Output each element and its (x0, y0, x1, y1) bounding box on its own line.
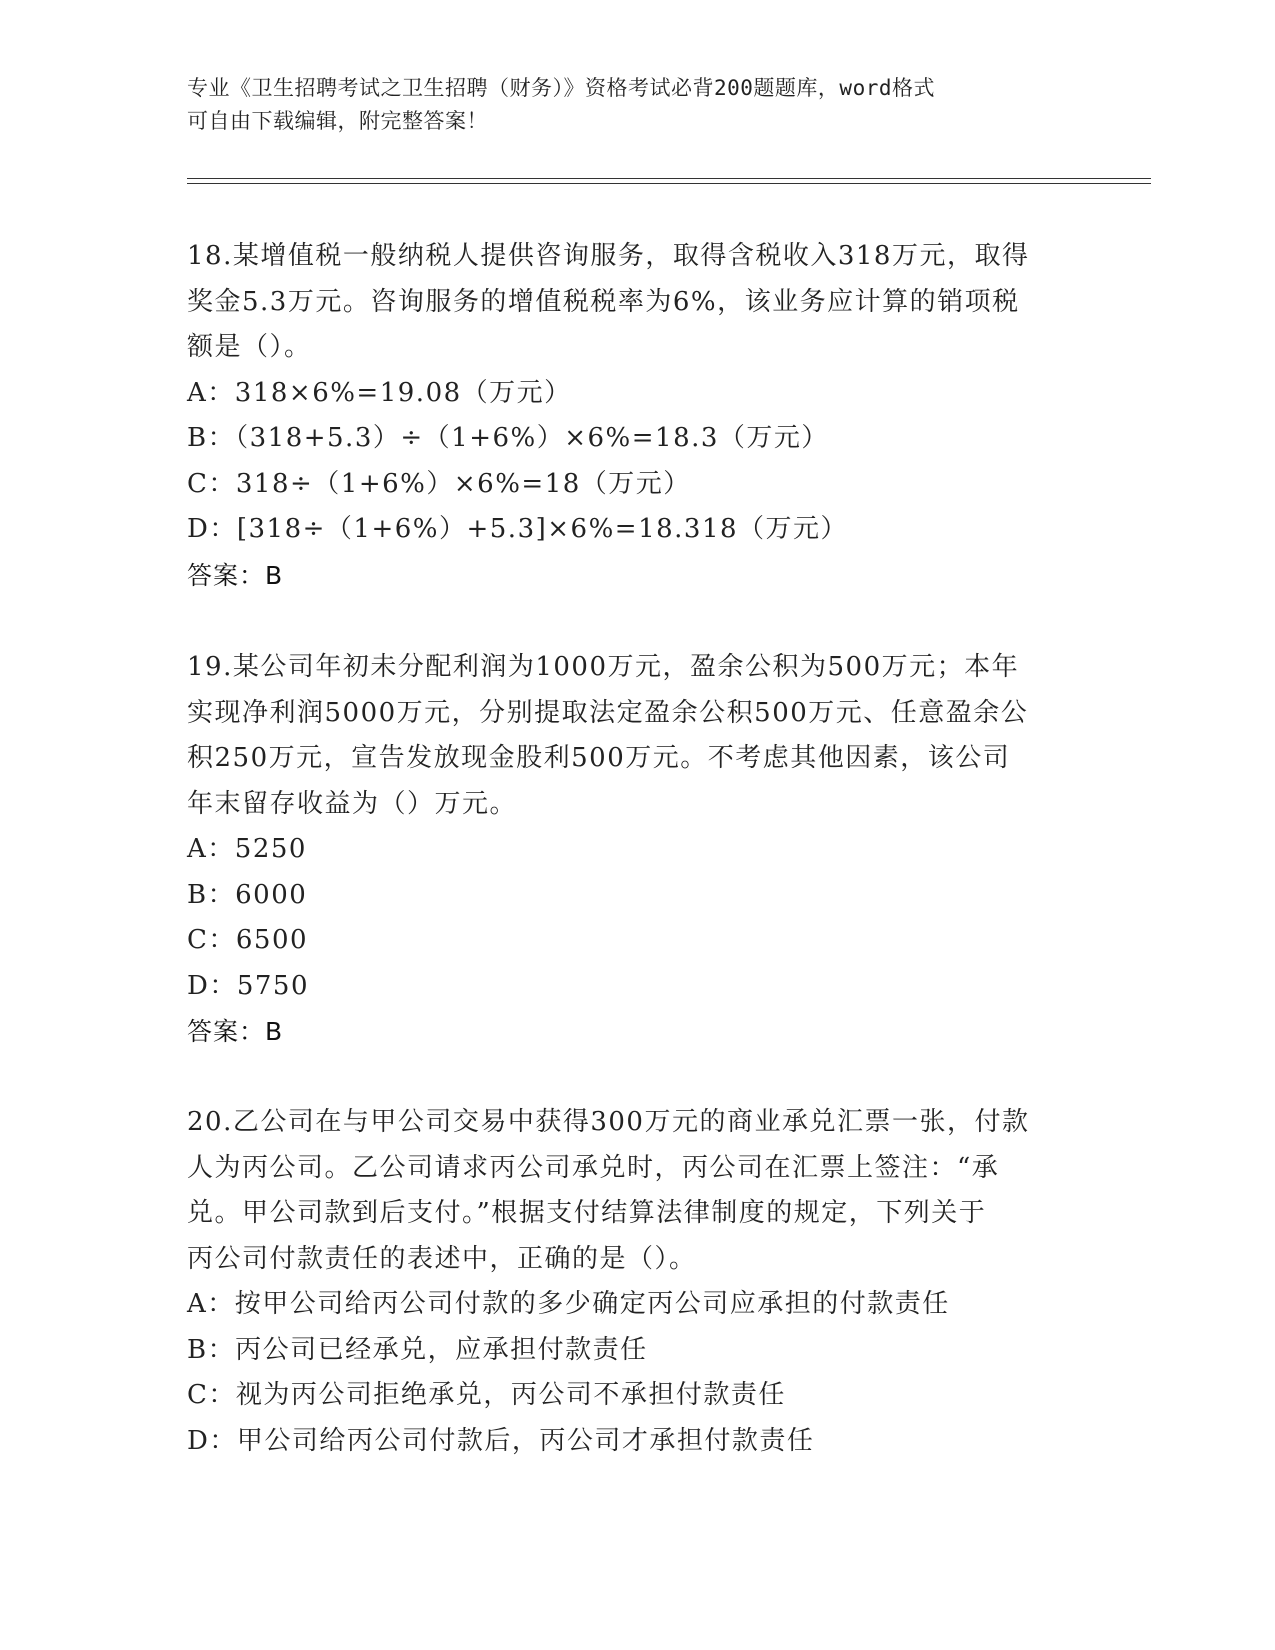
option-d: D：甲公司给丙公司付款后，丙公司才承担付款责任 (187, 1425, 815, 1456)
answer-label: 答案：B (187, 560, 284, 590)
question-stem: 丙公司付款责任的表述中，正确的是（）。 (187, 1243, 697, 1274)
question-stem: 奖金5.3万元。咨询服务的增值税税率为6%，该业务应计算的销项税 (187, 286, 1020, 317)
question-stem: 18.某增值税一般纳税人提供咨询服务，取得含税收入318万元，取得 (187, 241, 1030, 271)
option-d: D：5750 (187, 970, 310, 1001)
option-a: A：318×6%=19.08（万元） (187, 377, 572, 408)
header-divider (187, 178, 1151, 179)
option-a: A：按甲公司给丙公司付款的多少确定丙公司应承担的付款责任 (187, 1289, 950, 1319)
option-a: A：5250 (187, 834, 307, 864)
answer-label: 答案：B (187, 1017, 284, 1046)
header-line: 可自由下载编辑，附完整答案！ (187, 109, 488, 133)
option-c: C：6500 (187, 925, 309, 955)
question-20 (187, 1100, 1087, 1464)
option-b: B：丙公司已经承兑，应承担付款责任 (187, 1334, 648, 1365)
header-line: 专业《卫生招聘考试之卫生招聘（财务）》资格考试必背200题题库，word格式 (187, 76, 935, 100)
question-18 (187, 234, 1087, 598)
document-header (187, 72, 1067, 138)
option-d: D：[318÷（1+6%）+5.3]×6%=18.318（万元） (187, 514, 849, 544)
question-stem: 19.某公司年初未分配利润为1000万元，盈余公积为500万元；本年 (187, 652, 1020, 682)
question-stem: 20.乙公司在与甲公司交易中获得300万元的商业承兑汇票一张，付款 (187, 1107, 1030, 1137)
option-b: B：6000 (187, 879, 308, 910)
question-stem: 额是（）。 (187, 332, 312, 362)
question-stem: 兑。甲公司款到后支付。”根据支付结算法律制度的规定，下列关于 (187, 1198, 987, 1228)
question-stem: 实现净利润5000万元，分别提取法定盈余公积500万元、任意盈余公 (187, 697, 1029, 728)
option-c: C：318÷（1+6%）×6%=18（万元） (187, 468, 691, 499)
question-stem: 积250万元，宣告发放现金股利500万元。不考虑其他因素，该公司 (187, 743, 1011, 773)
question-stem: 年末留存收益为（）万元。 (187, 788, 518, 819)
header-divider (187, 183, 1151, 184)
option-c: C：视为丙公司拒绝承兑，丙公司不承担付款责任 (187, 1380, 786, 1410)
option-b: B：（318+5.3）÷（1+6%）×6%=18.3（万元） (187, 423, 829, 453)
question-19 (187, 645, 1087, 1055)
question-stem: 人为丙公司。乙公司请求丙公司承兑时，丙公司在汇票上签注：“承 (187, 1152, 1000, 1183)
